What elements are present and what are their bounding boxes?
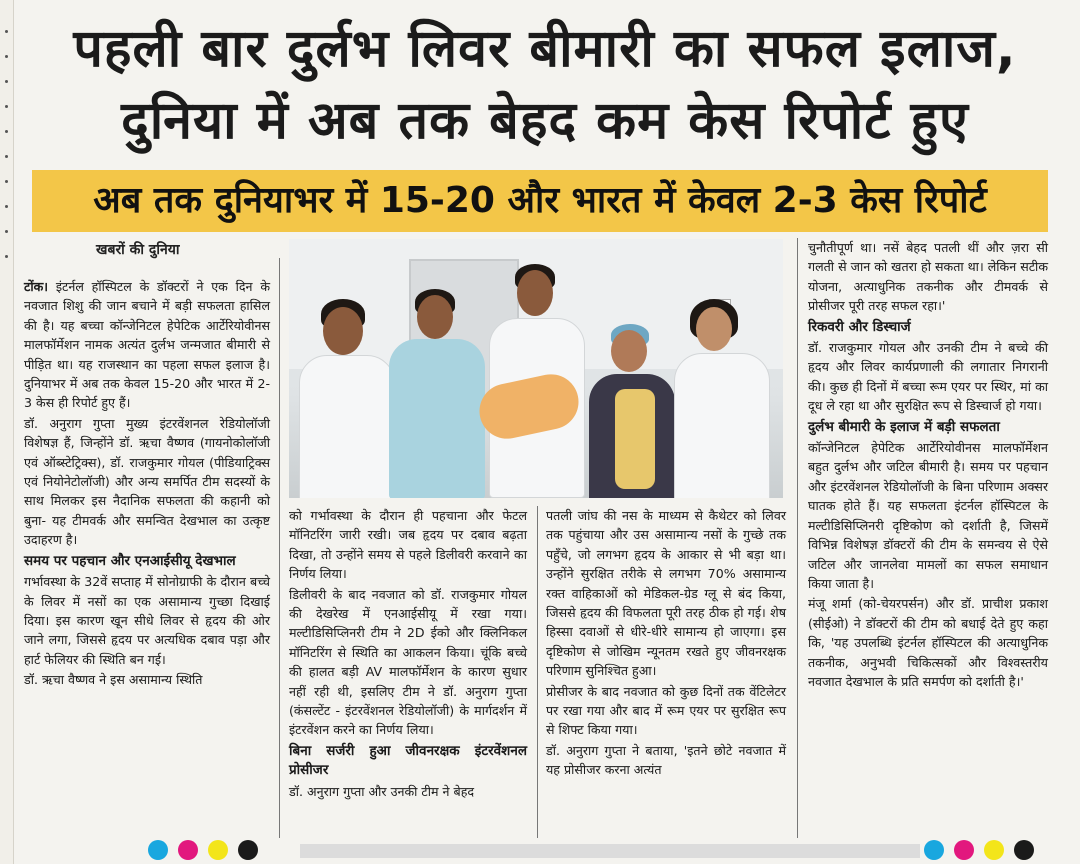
paragraph: प्रोसीजर के बाद नवजात को कुछ दिनों तक वेंटिलेटर पर रखा गया और बाद में रूम एयर पर सुरक्षित रूप से शिफ्ट किया गया।: [546, 683, 786, 738]
paragraph: डॉ. अनुराग गुप्ता ने बताया, 'इतने छोटे नवजात में यह प्रोसीजर करना अत्यंत: [546, 742, 786, 778]
paragraph: चुनौतीपूर्ण था। नसें बेहद पतली थीं और ज़रा सी गलती से जान को खतरा हो सकता था। लेकिन सटीक योजना, अत्याधुनिक तकनीक और टीमवर्क से प्रोसीजर पूरी तरह सफल रहा।': [808, 240, 1048, 314]
article-column-1: [24, 277, 270, 837]
headline-line-1: पहली बार दुर्लभ लिवर बीमारी का सफल इलाज,: [73, 19, 1017, 79]
headline-line-2: दुनिया में अब तक बेहद कम केस रिपोर्ट हुए: [121, 91, 969, 151]
paragraph: डिलीवरी के बाद नवजात को डॉ. राजकुमार गोयल की देखरेख में एनआईसीयू में रखा गया। मल्टीडिसिप्लिनरी टीम ने 2D ईको और क्लिनिकल मॉनिटरिंग से स्थिति का आकलन किया। चूंकि बच्चे की हालत बड़ी AV मालफॉर्मेशन के कारण सुधार नहीं रही थी, इसलिए टीम ने डॉ. अनुराग गुप्ता (कंसल्टेंट - इंटरवेंशनल रेडियोलॉजी) के मार्गदर्शन में इंटरवेंशन करने का निर्णय लिया।: [289, 586, 527, 738]
column-rule: [279, 258, 280, 838]
paragraph: डॉ. अनुराग गुप्ता और उनकी टीम ने बेहद: [289, 783, 475, 799]
subheading: समय पर पहचान और एनआईसीयू देखभाल: [24, 552, 236, 569]
print-gray-bar: [300, 844, 920, 858]
subheading: बिना सर्जरी हुआ जीवनरक्षक इंटरवेंशनल प्रोसीजर: [289, 742, 527, 779]
paragraph: पतली जांघ की नस के माध्यम से कैथेटर को लिवर तक पहुंचाया और उस असामान्य नसों के गुच्छे तक पहुँचे, जो लगभग हृदय के आकार से भी बड़ा था। उन्होंने सुरक्षित तरीके से लगभग 70% असामान्य रक्त वाहिकाओं को मेडिकल-ग्रेड ग्लू से बंद किया, जिससे हृदय की विफलता पूरी तरह ठीक हो गई। शेष हिस्सा दवाओं से धीरे-धीरे सामान्य हो जाएगा। इस दृष्टिकोण से जोखिम न्यूनतम रखते हुए जीवनरक्षक परिणाम सुनिश्चित हुआ।: [546, 508, 786, 679]
paragraph: डॉ. अनुराग गुप्ता मुख्य इंटरवेंशनल रेडियोलॉजी विशेषज्ञ हैं, जिन्होंने डॉ. ऋचा वैष्णव (गायनोकोलॉजी एवं ऑब्स्टेट्रिक्स), डॉ. राजकुमार गोयल (पीडियाट्रिक्स एवं नियोनेटोलॉजी) और अन्य समर्पित टीम सदस्यों के साथ मिलकर इस नैदानिक सफलता की कहानी को बुना- यह टीमवर्क और समन्वित देखभाल का उत्कृष्ट उदाहरण है।: [24, 415, 270, 548]
paragraph: को गर्भावस्था के दौरान ही पहचाना और फेटल मॉनिटरिंग जारी रखी। जब हृदय पर दबाव बढ़ता दिखा, तो उन्होंने समय से पहले डिलीवरी करवाने का निर्णय लिया।: [289, 508, 527, 582]
subheading: रिकवरी और डिस्चार्ज: [808, 318, 911, 335]
paragraph: डॉ. राजकुमार गोयल और उनकी टीम ने बच्चे की हृदय और लिवर कार्यप्रणाली की लगातार निगरानी की। कुछ ही दिनों में बच्चा रूम एयर पर स्थिर, मां का दूध ले रहा था और सुरक्षित रूप से डिस्चार्ज हो गया।: [808, 340, 1048, 414]
article-column-3: [546, 506, 786, 838]
registration-marks-left: [148, 840, 258, 862]
subheadline-bar: अब तक दुनियाभर में 15-20 और भारत में केवल 2-3 केस रिपोर्ट: [32, 170, 1048, 232]
dateline: टोंक।: [24, 279, 49, 294]
byline: खबरों की दुनिया: [96, 242, 180, 258]
paragraph: मंजू शर्मा (को-चेयरपर्सन) और डॉ. प्राचीश प्रकाश (सीईओ) ने डॉक्टरों की टीम को बधाई देते हुए कहा कि, 'यह उपलब्धि इंटर्नल हॉस्पिटल की अत्याधुनिक तकनीक, अनुभवी चिकित्सकों और विश्वस्तरीय नवजात देखभाल के प्रति समर्पण को दर्शाती है।': [808, 596, 1048, 689]
column-rule: [537, 506, 538, 838]
group-photo-doctors-with-newborn: [289, 239, 783, 498]
margin-marks: [2, 8, 12, 258]
article-column-2: [289, 506, 527, 838]
subheading: दुर्लभ बीमारी के इलाज में बड़ी सफलता: [808, 418, 1000, 435]
column-rule: [797, 238, 798, 838]
registration-marks-right: [924, 840, 1034, 862]
left-margin-strip: [0, 0, 14, 864]
paragraph: गर्भावस्था के 32वें सप्ताह में सोनोग्राफी के दौरान बच्चे के लिवर में नसों का एक असामान्य गुच्छा दिखाई दिया। इस कारण खून सीधे लिवर से हृदय की ओर जाने लगा, जिससे हृदय पर अत्यधिक दबाव पड़ा और हार्ट फेलियर की स्थिति बन गई।: [24, 574, 270, 667]
paragraph: इंटर्नल हॉस्पिटल के डॉक्टरों ने एक दिन के नवजात शिशु की जान बचाने में बड़ी सफलता हासिल की है। यह बच्चा कॉन्जेनिटल हेपेटिक आर्टेरियोवीनस मालफॉर्मेशन नामक अत्यंत दुर्लभ जन्मजात बीमारी से पीड़ित था। यह राजस्थान का पहला सफल इलाज है। दुनियाभर में अब तक केवल 15-20 और भारत में 2-3 केस ही रिपोर्ट हुए हैं।: [24, 279, 270, 411]
article-column-4: [808, 238, 1048, 838]
paragraph: कॉन्जेनिटल हेपेटिक आर्टेरियोवीनस मालफॉर्मेशन बहुत दुर्लभ और जटिल बीमारी है। समय पर पहचान और इंटरवेंशनल रेडियोलॉजी के बिना परिणाम अक्सर घातक होते हैं। यह सफलता इंटर्नल हॉस्पिटल के मल्टीडिसिप्लिनरी दृष्टिकोण को दर्शाती है, जिसमें विभिन्न विशेषज्ञ डॉक्टरों की टीम के समन्वय से ऐसे जटिल और जानलेवा मामलों का सफल समाधान किया जाता है।: [808, 440, 1048, 591]
paragraph: डॉ. ऋचा वैष्णव ने इस असामान्य स्थिति: [24, 672, 203, 688]
